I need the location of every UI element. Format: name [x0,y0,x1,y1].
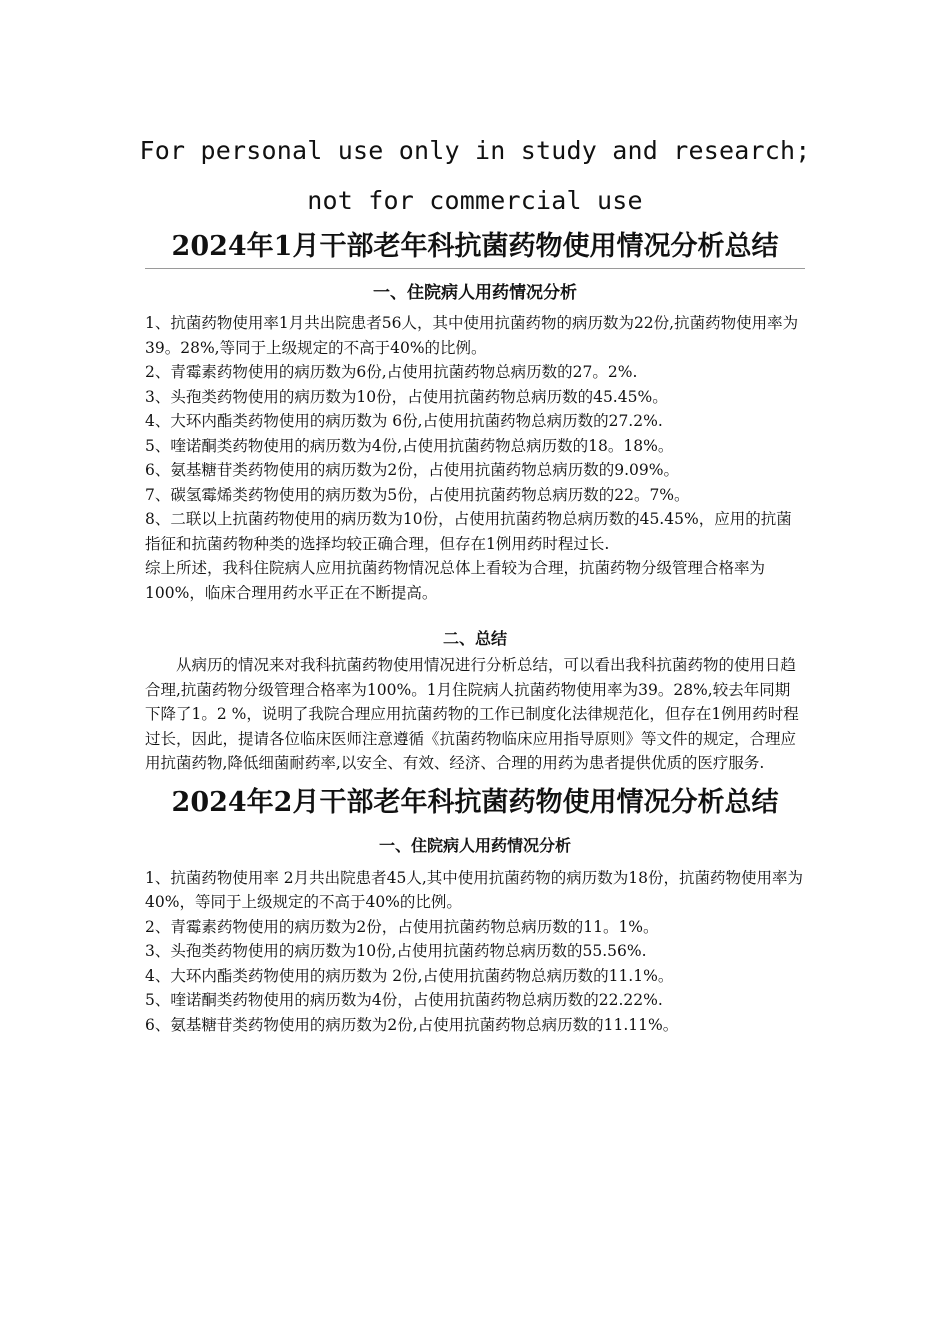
list-item: 2、青霉素药物使用的病历数为6份,占使用抗菌药物总病历数的27。2%. [145,363,638,381]
list-item: 6、氨基糖苷类药物使用的病历数为2份,占使用抗菌药物总病历数的11.11%。 [145,1015,679,1034]
list-item: 5、喹诺酮类药物使用的病历数为4份，占使用抗菌药物总病历数的22.22%. [145,991,663,1009]
conclusion-paragraph: 综上所述，我科住院病人应用抗菌药物情况总体上看较为合理，抗菌药物分级管理合格率为100%，临床合理用药水平正在不断提高。 [145,559,766,602]
feb-report-title: 2024年2月干部老年科抗菌药物使用情况分析总结 [171,786,779,818]
list-item: 3、头孢类药物使用的病历数为10份，占使用抗菌药物总病历数的45.45%。 [145,387,668,406]
jan-section1-heading: 一、住院病人用药情况分析 [373,283,577,303]
list-item: 5、喹诺酮类药物使用的病历数为4份,占使用抗菌药物总病历数的18。18%。 [145,436,674,455]
jan-analysis-list [145,311,805,605]
jan-section2-heading: 二、总结 [442,629,507,648]
jan-report-title: 2024年1月干部老年科抗菌药物使用情况分析总结 [171,231,779,262]
list-item: 7、碳氢霉烯类药物使用的病历数为5份，占使用抗菌药物总病历数的22。7%。 [145,485,690,504]
list-item: 8、二联以上抗菌药物使用的病历数为10份，占使用抗菌药物总病历数的45.45%，应用的抗菌指征和抗菌药物种类的选择均较正确合理，但存在1例用药时程过长. [145,510,792,553]
list-item: 2、青霉素药物使用的病历数为2份，占使用抗菌药物总病历数的11。1%。 [145,917,659,936]
feb-analysis-list [145,866,805,1038]
list-item: 4、大环内酯类药物使用的病历数为 2份,占使用抗菌药物总病历数的11.1%。 [145,966,674,985]
list-item: 1、抗菌药物使用率 2月共出院患者45人,其中使用抗菌药物的病历数为18份，抗菌药物使用率为40%，等同于上级规定的不高于40%的比例。 [145,868,804,911]
feb-section1-heading: 一、住院病人用药情况分析 [378,835,571,855]
list-item: 4、大环内酯类药物使用的病历数为 6份,占使用抗菌药物总病历数的27.2%. [145,412,663,430]
list-item: 1、抗菌药物使用率1月共出院患者56人，其中使用抗菌药物的病历数为22份,抗菌药物使用率为39。28%,等同于上级规定的不高于40%的比例。 [145,314,799,357]
disclaimer-line-2: not for commercial use [307,186,643,215]
list-item: 6、氨基糖苷类药物使用的病历数为2份，占使用抗菌药物总病历数的9.09%。 [145,461,679,479]
jan-summary [145,653,800,776]
summary-paragraph: 从病历的情况来对我科抗菌药物使用情况进行分析总结，可以看出我科抗菌药物的使用日趋合理,抗菌药物分级管理合格率为100%。1月住院病人抗菌药物使用率为39。28%,较去年同期下降了1。2 %，说明了我院合理应用抗菌药物的工作已制度化法律规范化，但存在1例用药时程过长，因此，提请各位临床医师注意遵循《抗菌药物临床应用指导原则》等文件的规定，合理应用抗菌药物,降低细菌耐药率,以安全、有效、经济、合理的用药为患者提供优质的医疗服务. [145,656,799,772]
list-item: 3、头孢类药物使用的病历数为10份,占使用抗菌药物总病历数的55.56%. [145,942,647,960]
disclaimer-line-1: For personal use only in study and research; [139,136,811,165]
